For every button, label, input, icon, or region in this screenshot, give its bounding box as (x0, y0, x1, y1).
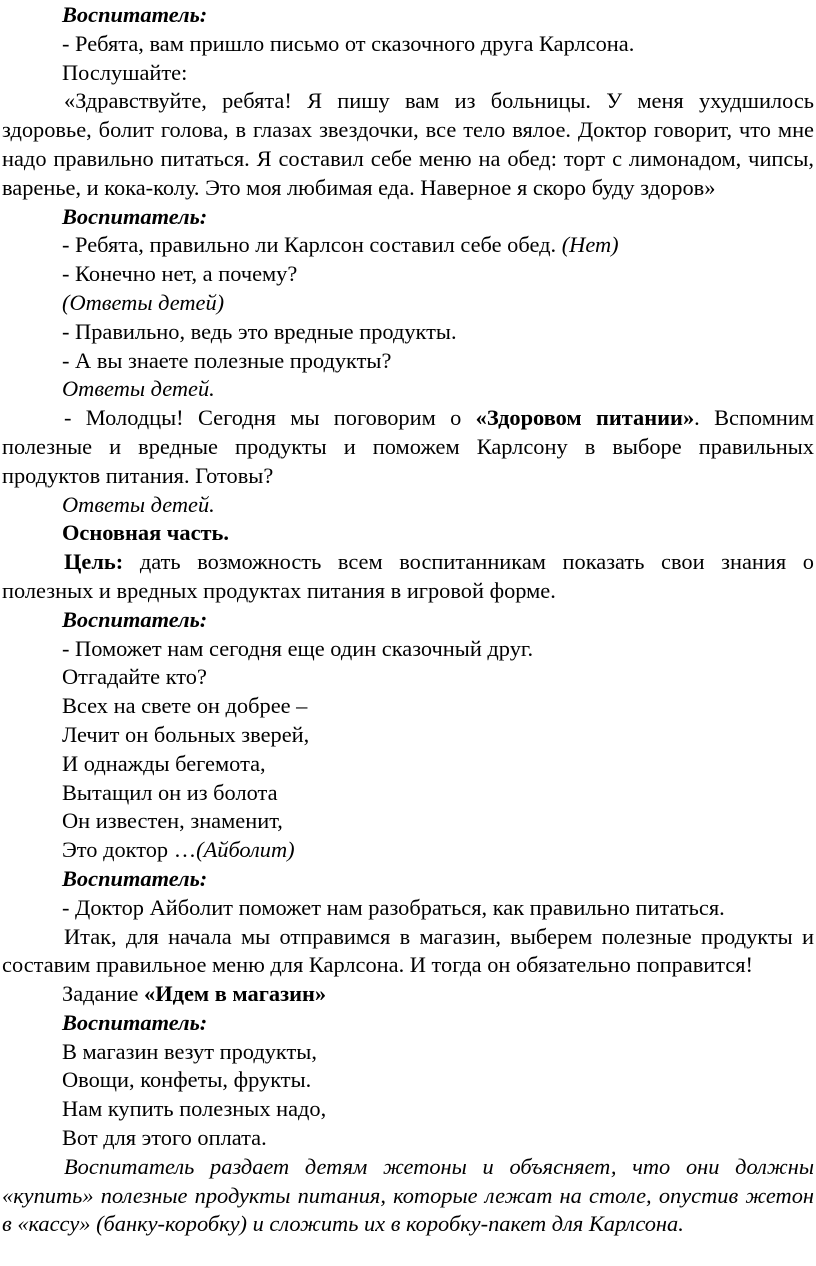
text-run: . Вспомним полезные и вредные продукты и поможем Карлсону в выборе правильных продуктов питания. Готовы? (2, 405, 815, 488)
question-text: - Ребята, правильно ли Карлсон составил себе обед. (62, 232, 562, 258)
goal-text: дать возможность всем воспитанникам показать свои знания о полезных и вредных продуктах питания в игровой форме. (2, 549, 814, 603)
paragraph: - А вы знаете полезные продукты? (62, 347, 392, 373)
poem-line: Вот для этого оплата. (62, 1125, 267, 1151)
poem-line: В магазин везут продукты, (62, 1038, 317, 1064)
paragraph: - Правильно, ведь это вредные продукты. (62, 318, 457, 344)
riddle-line: Отгадайте кто? (62, 664, 207, 690)
poem-line: Нам купить полезных надо, (62, 1096, 327, 1122)
answer-note: (Ответы детей) (62, 289, 225, 315)
speaker-label: Воспитатель: (62, 865, 208, 891)
answer-note: Ответы детей. (62, 376, 215, 402)
text-run: - Молодцы! Сегодня мы поговорим о (64, 405, 476, 431)
riddle-line (0, 836, 816, 865)
riddle-line: Он известен, знаменит, (62, 808, 283, 834)
topic-title: «Здоровом питании» (475, 405, 695, 431)
section-heading: Основная часть. (62, 520, 229, 546)
answer-note: (Нет) (561, 232, 619, 258)
riddle-line: И однажды бегемота, (62, 750, 266, 776)
riddle-line: Всех на свете он добрее – (62, 693, 308, 719)
answer-note: Ответы детей. (62, 491, 215, 517)
paragraph: - Поможет нам сегодня еще один сказочный друг. (62, 635, 534, 661)
speaker-label: Воспитатель: (62, 203, 208, 229)
speaker-label: Воспитатель: (62, 1009, 208, 1035)
paragraph: - Конечно нет, а почему? (62, 261, 298, 287)
task-name: «Идем в магазин» (144, 981, 327, 1007)
task-title (0, 980, 816, 1009)
instruction-paragraph: Воспитатель раздает детям жетоны и объясняет, что они должны «купить» полезные продукты питания, которые лежат на столе, опустив жетон в «кассу» (банку-коробку) и сложить их в коробку-пакет для Карлсона. (2, 1153, 814, 1237)
paragraph: - Ребята, вам пришло письмо от сказочного друга Карлсона. (62, 30, 635, 56)
paragraph: Послушайте: (62, 59, 188, 85)
speaker-label: Воспитатель: (62, 606, 208, 632)
paragraph (0, 404, 816, 490)
text-run: Это доктор … (62, 837, 197, 863)
paragraph: - Доктор Айболит поможет нам разобраться, как правильно питаться. (62, 894, 725, 920)
riddle-line: Вытащил он из болота (62, 779, 278, 805)
paragraph: Итак, для начала мы отправимся в магазин, выберем полезные продукты и составим правильное меню для Карлсона. И тогда он обязательно поправится! (2, 923, 814, 978)
question (0, 231, 816, 260)
poem-line: Овощи, конфеты, фрукты. (62, 1067, 312, 1093)
speaker-label: Воспитатель: (62, 2, 208, 27)
riddle-answer: (Айболит) (196, 837, 295, 863)
riddle-line: Лечит он больных зверей, (62, 721, 310, 747)
goal-label: Цель: (64, 549, 124, 575)
letter-text: «Здравствуйте, ребята! Я пишу вам из больницы. У меня ухудшилось здоровье, болит голова, в глазах звездочки, все тело вялое. Доктор говорит, что мне надо правильно питаться. Я составил себе меню на обед: торт с лимонадом, чипсы, варенье, и кока-колу. Это моя любимая еда. Наверное я скоро буду здоров» (2, 88, 814, 200)
goal-paragraph (0, 548, 816, 606)
task-label: Задание (62, 981, 144, 1007)
